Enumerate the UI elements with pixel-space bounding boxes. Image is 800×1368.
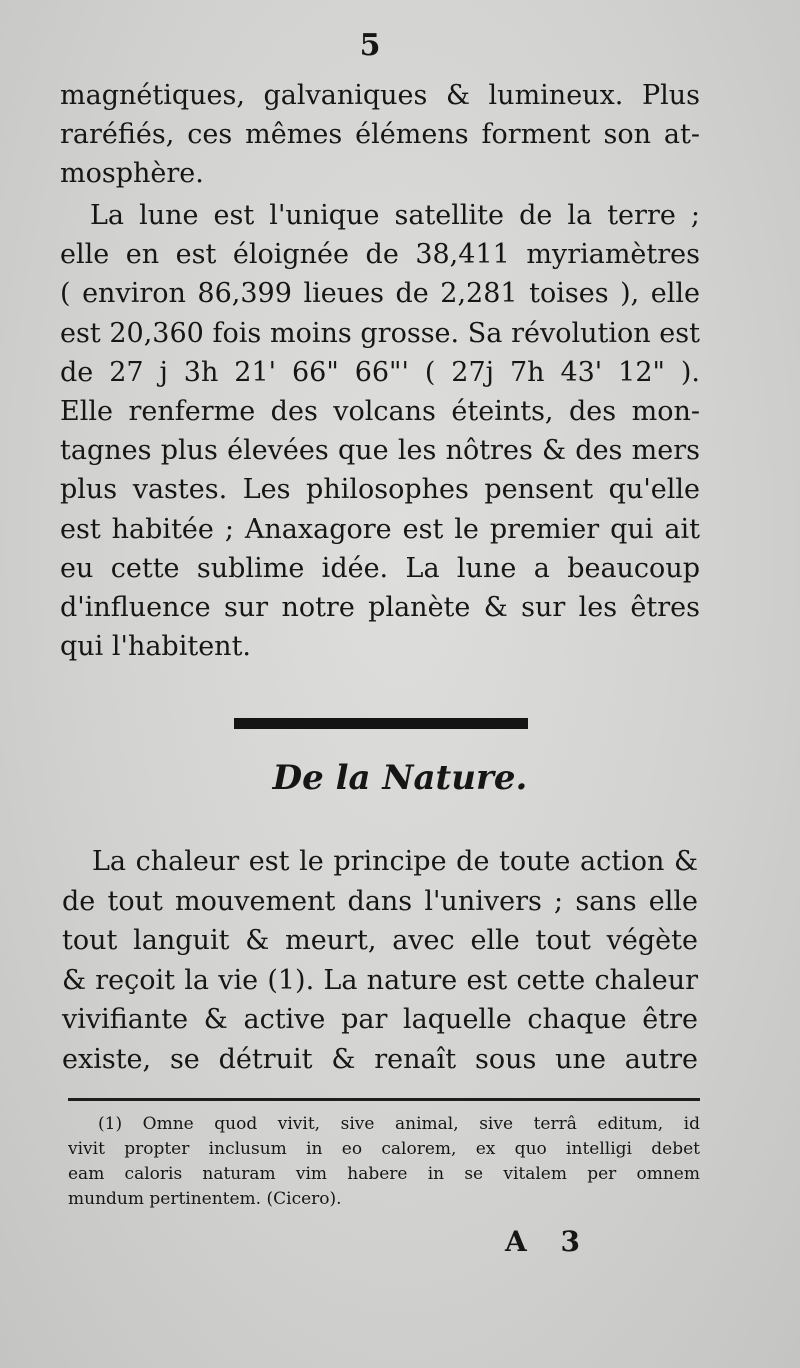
text-line: Elle renferme des volcans éteints, des mon- [60, 395, 700, 427]
text-line: est habitée ; Anaxagore est le premier qui ait [60, 513, 700, 545]
text-line: est 20,360 fois moins grosse. Sa révolution est [60, 317, 700, 349]
text-line: raréfiés, ces mêmes élémens forment son at- [60, 119, 700, 151]
text-line: de 27 j 3h 21' 66" 66"' ( 27j 7h 43' 12" ). [60, 356, 700, 388]
text-line: ( environ 86,399 lieues de 2,281 toises ), elle [60, 278, 700, 310]
section-title: De la Nature. [272, 758, 528, 798]
text-line: d'influence sur notre planète & sur les êtres [60, 591, 700, 623]
text-line: vivifiante & active par laquelle chaque être [62, 1004, 698, 1035]
paragraph-nature [62, 842, 698, 1079]
page-number: 5 [359, 28, 381, 63]
text-line: qui l'habitent. [60, 631, 252, 663]
section-divider [234, 718, 528, 729]
text-line: tagnes plus élevées que les nôtres & des mers [60, 435, 700, 467]
footnote-line: (1) Omne quod vivit, sive animal, sive terrâ editum, id [98, 1114, 700, 1134]
text-line: magnétiques, galvaniques & lumineux. Plus [60, 80, 700, 111]
footnote-divider [68, 1098, 700, 1101]
paragraph-moon [60, 196, 700, 666]
footnote-line: vivit propter inclusum in eo calorem, ex quo intelligi debet [68, 1139, 700, 1159]
paragraph-atmosphere [60, 76, 700, 194]
text-line: La chaleur est le principe de toute action & [92, 846, 698, 877]
text-line: elle en est éloignée de 38,411 myriamètres [60, 239, 700, 271]
text-line: de tout mouvement dans l'univers ; sans elle [62, 885, 698, 917]
footnote [68, 1112, 700, 1212]
text-line: La lune est l'unique satellite de la terre ; [90, 200, 700, 231]
footnote-line: eam caloris naturam vim habere in se vitalem per omnem [68, 1164, 700, 1184]
text-line: tout languit & meurt, avec elle tout végète [62, 925, 698, 956]
footnote-line: mundum pertinentem. (Cicero). [68, 1189, 342, 1209]
text-line: & reçoit la vie (1). La nature est cette chaleur [62, 964, 698, 996]
signature-mark: A 3 [505, 1225, 592, 1258]
text-line: mosphère. [60, 158, 204, 190]
text-line: plus vastes. Les philosophes pensent qu'elle [60, 474, 700, 506]
text-line: eu cette sublime idée. La lune a beaucoup [60, 552, 700, 584]
text-line: existe, se détruit & renaît sous une autre [62, 1043, 698, 1075]
